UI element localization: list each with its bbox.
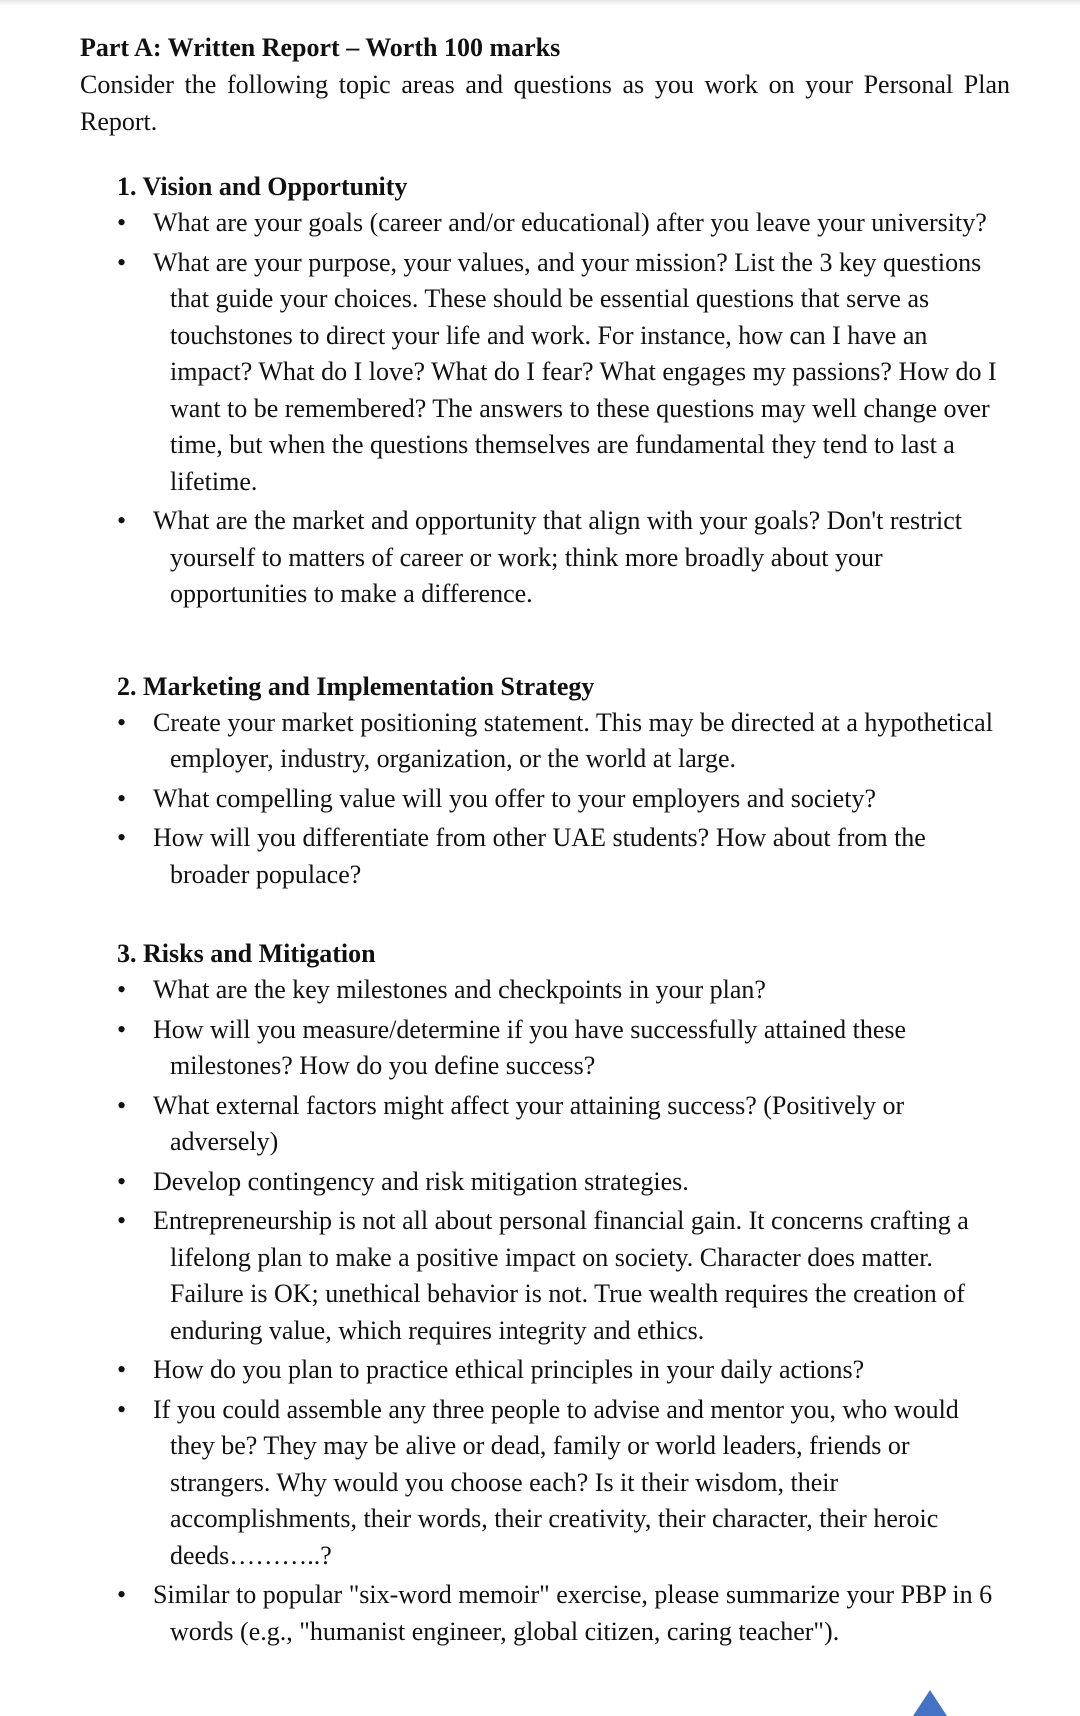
list-item-text: If you could assemble any three people to advise and mentor you, who would they be? They may be alive or dead, family or world leaders, friends or strangers. Why would you choose each? Is it their wisdom, their accomplishments, their words, their creativity, their character, their heroic deeds………..? <box>153 1394 959 1570</box>
bullet-icon: • <box>117 208 127 237</box>
bullet-icon: • <box>117 975 127 1004</box>
section-risks-mitigation <box>117 936 1010 1650</box>
bullet-icon: • <box>117 1090 127 1120</box>
list-item <box>117 972 1010 1009</box>
list-item <box>117 245 1010 501</box>
list-item <box>117 1352 1010 1389</box>
list-item-text: What are your purpose, your values, and your mission? List the 3 key questions that guide your choices. These should be essential questions that serve as touchstones to direct your life and work. For instance, how can I have an impact? What do I love? What do I fear? What engages my passions? How do I want to be remembered? The answers to these questions may well change over time, but when the questions themselves are fundamental they tend to last a lifetime. <box>153 247 997 496</box>
bullet-icon: • <box>117 1580 127 1609</box>
list-item <box>117 205 1010 242</box>
list-item-text: What compelling value will you offer to your employers and society? <box>153 783 876 813</box>
bullet-icon: • <box>117 823 127 852</box>
bullet-icon: • <box>117 1394 127 1424</box>
list-item <box>117 781 1010 818</box>
list-item <box>117 1012 1010 1085</box>
bullet-icon: • <box>117 1014 127 1044</box>
bullet-list <box>117 972 1010 1650</box>
list-item-text: What are the market and opportunity that align with your goals? Don't restrict yourself to matters of career or work; think more broadly about your opportunities to make a difference. <box>153 506 963 608</box>
list-item <box>117 1164 1010 1201</box>
list-item <box>117 1088 1010 1161</box>
bullet-icon: • <box>117 783 127 813</box>
list-item-text: How will you measure/determine if you have successfully attained these milestones? How do you define success? <box>153 1014 907 1080</box>
list-item-text: How will you differentiate from other UAE students? How about from the broader populace? <box>153 823 926 889</box>
intro-paragraph: Consider the following topic areas and questions as you work on your Personal Plan Report. <box>80 70 1010 136</box>
part-title: Part A: Written Report – Worth 100 marks <box>80 33 561 62</box>
bullet-icon: • <box>117 1206 127 1235</box>
list-item-text: Entrepreneurship is not all about personal financial gain. It concerns crafting a lifelong plan to make a positive impact on society. Character does matter. Failure is OK; unethical behavior is not. True wealth requires the creation of enduring value, which requires integrity and ethics. <box>153 1206 969 1345</box>
document-page <box>80 30 1010 1653</box>
list-item <box>117 1203 1010 1349</box>
list-item-text: Create your market positioning statement. This may be directed at a hypothetical employer, industry, organization, or the world at large. <box>153 707 993 773</box>
bullet-icon: • <box>117 506 127 535</box>
bullet-icon: • <box>117 707 127 737</box>
list-item-text: Develop contingency and risk mitigation strategies. <box>153 1166 689 1196</box>
list-item <box>117 503 1010 613</box>
list-item-text: What are the key milestones and checkpoints in your plan? <box>153 975 766 1004</box>
section-vision-opportunity <box>117 169 1010 613</box>
list-item <box>117 1577 1010 1650</box>
list-item <box>117 1392 1010 1575</box>
bullet-icon: • <box>117 1166 127 1196</box>
list-item-text: How do you plan to practice ethical principles in your daily actions? <box>153 1355 865 1384</box>
section-heading: 2. Marketing and Implementation Strategy <box>117 671 595 701</box>
list-item <box>117 820 1010 893</box>
list-item-text: Similar to popular "six-word memoir" exercise, please summarize your PBP in 6 words (e.g., "humanist engineer, global citizen, caring teacher"). <box>153 1580 993 1646</box>
section-marketing-strategy <box>117 669 1010 894</box>
section-heading: 3. Risks and Mitigation <box>117 939 376 968</box>
section-heading: 1. Vision and Opportunity <box>117 172 408 201</box>
list-item <box>117 705 1010 778</box>
list-item-text: What are your goals (career and/or educational) after you leave your university? <box>153 208 987 237</box>
triangle-up-icon[interactable] <box>913 1690 947 1716</box>
top-edge-shadow <box>0 0 1080 6</box>
bullet-list <box>117 205 1010 613</box>
bullet-list <box>117 705 1010 894</box>
bullet-icon: • <box>117 1355 127 1384</box>
bullet-icon: • <box>117 247 127 277</box>
list-item-text: What external factors might affect your attaining success? (Positively or adversely) <box>153 1090 905 1156</box>
